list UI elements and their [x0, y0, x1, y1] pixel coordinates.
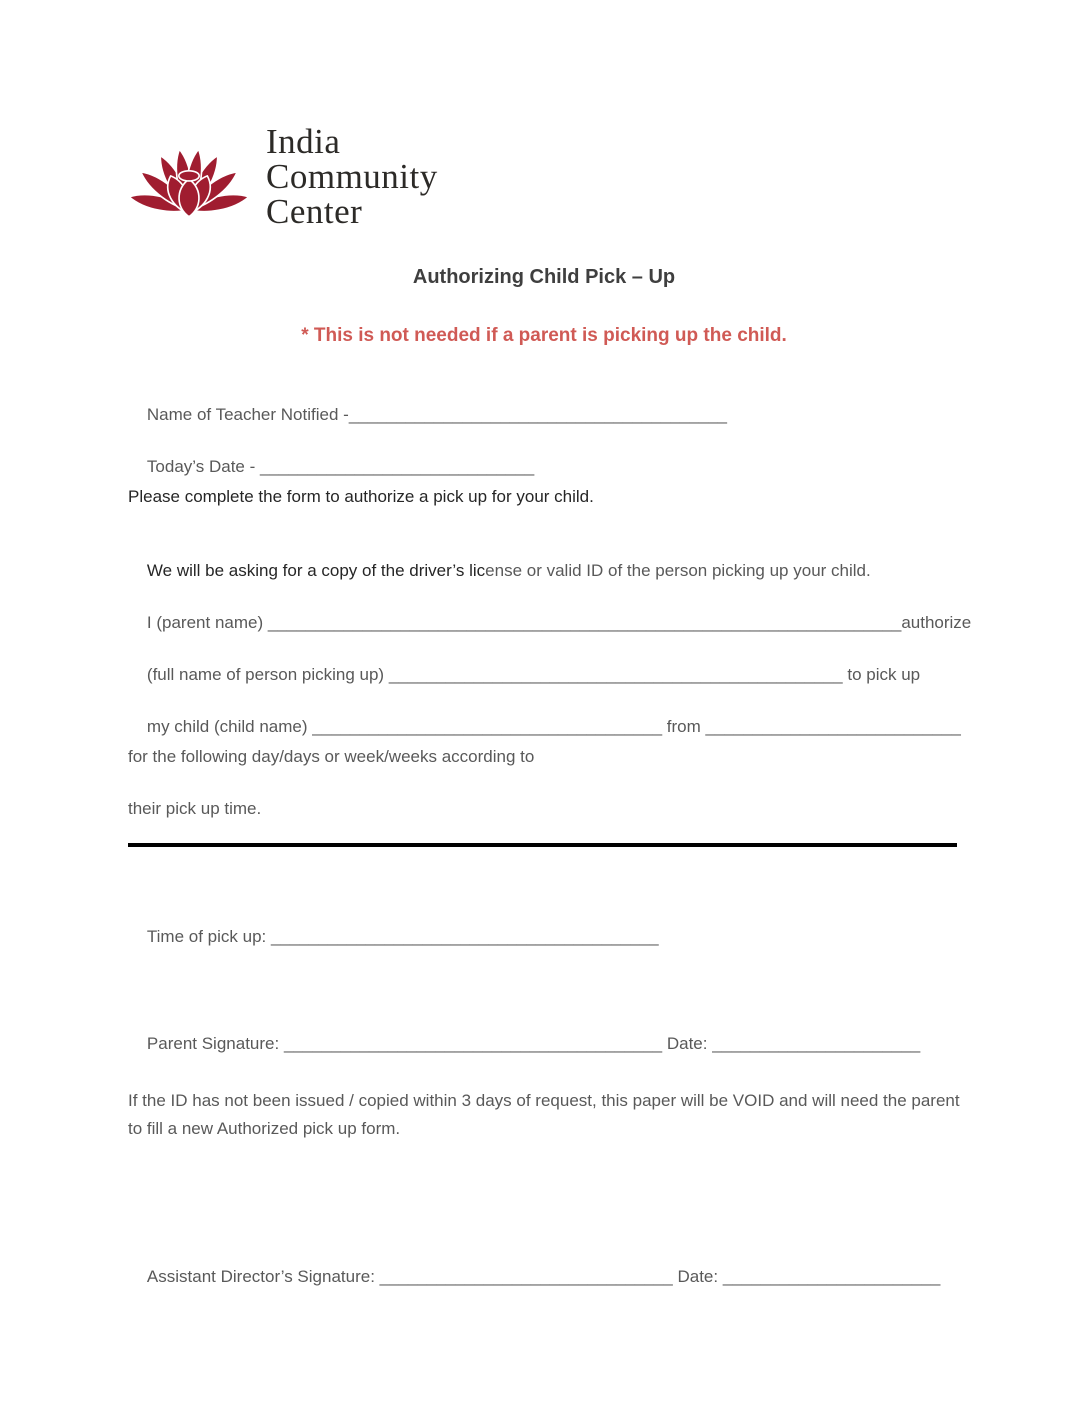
parent-name-blank: ___________________________________________________________________	[267, 613, 902, 632]
teacher-notified-blank: ________________________________________	[348, 405, 727, 424]
instruction-id-copy-gray: ense or valid ID of the person picking up your child.	[485, 561, 871, 580]
instruction-complete-form: Please complete the form to authorize a pick up for your child.	[128, 487, 594, 506]
pickup-person-blank: ________________________________________________	[388, 665, 843, 684]
instruction-id-copy-dark: We will be asking for a copy of the driver’s lic	[146, 561, 486, 580]
teacher-notified-label: Name of Teacher Notified -	[146, 405, 349, 424]
org-name-line-1: India	[266, 122, 341, 161]
logo	[126, 122, 438, 234]
todays-date-label: Today’s Date -	[146, 457, 260, 476]
director-signature-date-label: Date:	[672, 1267, 723, 1286]
notice-text: * This is not needed if a parent is picking up the child.	[301, 325, 787, 346]
pickup-person-suffix: to pick up	[842, 665, 921, 684]
org-name	[266, 124, 438, 234]
parent-name-label: I (parent name)	[146, 613, 268, 632]
director-signature-label: Assistant Director’s Signature:	[146, 1267, 380, 1286]
todays-date-blank: _____________________________	[259, 457, 535, 476]
parent-name-suffix: authorize	[901, 613, 972, 632]
row-parent-signature	[128, 1011, 920, 1077]
text-their-pickup-time: their pick up time.	[128, 799, 262, 818]
time-of-pickup-blank: _________________________________________	[271, 927, 659, 946]
org-name-line-2: Community	[266, 157, 438, 196]
child-name-blank: _____________________________________	[312, 717, 663, 736]
form-title: Authorizing Child Pick – Up	[412, 266, 676, 288]
org-name-line-3: Center	[266, 192, 363, 231]
parent-signature-date-label: Date:	[662, 1034, 713, 1053]
child-from-label: from	[662, 717, 706, 736]
time-of-pickup-label: Time of pick up:	[146, 927, 271, 946]
parent-signature-label: Parent Signature:	[146, 1034, 284, 1053]
child-name-label: my child (child name)	[146, 717, 313, 736]
pickup-person-label: (full name of person picking up)	[146, 665, 389, 684]
row-director-signature	[128, 1244, 940, 1310]
divider-rule	[128, 843, 957, 847]
lotus-icon	[126, 130, 252, 234]
director-signature-date-blank: _______________________	[722, 1267, 941, 1286]
row-time-of-pickup	[128, 904, 659, 970]
text-following-days: for the following day/days or week/weeks according to	[128, 747, 535, 766]
director-signature-blank: _______________________________	[379, 1267, 673, 1286]
parent-signature-blank: ________________________________________	[283, 1034, 663, 1053]
parent-signature-date-blank: ______________________	[712, 1034, 921, 1053]
child-from-blank: ___________________________	[705, 717, 961, 736]
void-notice: If the ID has not been issued / copied within 3 days of request, this paper will be VOID and will need the parent to fill a new Authorized pick up form.	[128, 1091, 965, 1138]
